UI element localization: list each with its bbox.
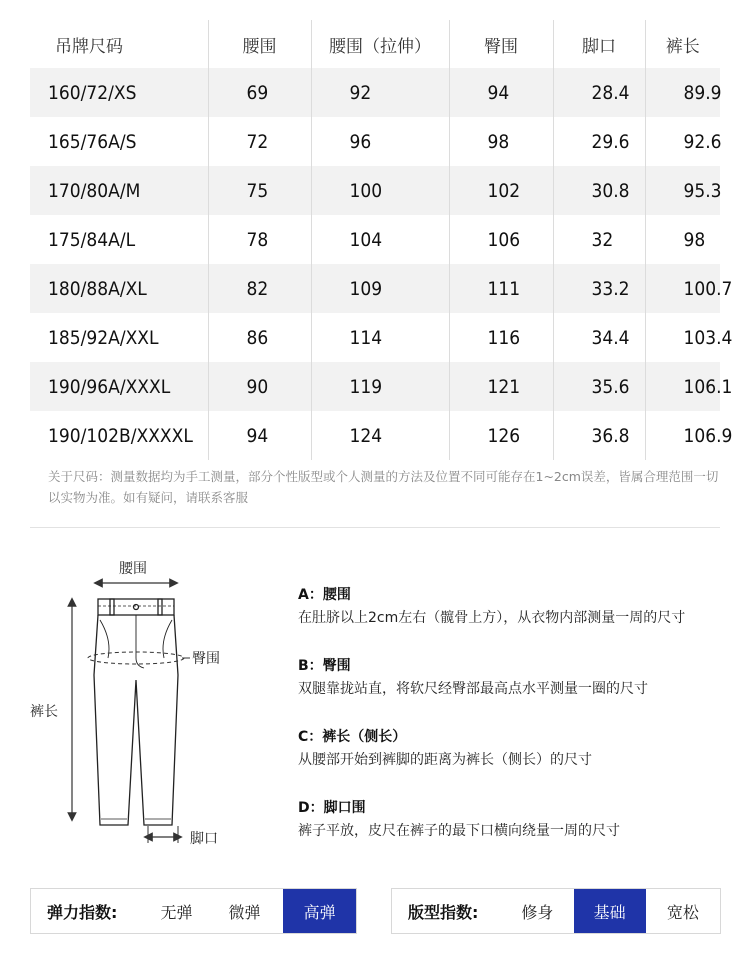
elasticity-index [30, 888, 357, 934]
measure-item-waist [298, 585, 738, 631]
size-table-body [30, 68, 733, 460]
cell-size: 160/72/XS [30, 68, 208, 117]
cell-waist: 86 [208, 313, 311, 362]
cell-hem: 30.8 [553, 166, 645, 215]
table-row [30, 264, 720, 313]
cell-hip: 94 [449, 68, 553, 117]
cell-waist-stretched: 119 [311, 362, 449, 411]
table-row [30, 313, 720, 362]
measure-text: 双腿靠拢站直，将软尺经臀部最高点水平测量一圈的尺寸 [298, 681, 648, 697]
cell-size: 185/92A/XXL [30, 313, 208, 362]
measure-title: D：脚口围 [298, 800, 366, 816]
cell-hem: 28.4 [553, 68, 645, 117]
measure-item-hem [298, 798, 738, 844]
header-hip: 臀围 [449, 20, 553, 68]
cell-waist: 90 [208, 362, 311, 411]
measurement-descriptions [298, 585, 738, 869]
cell-hip: 102 [449, 166, 553, 215]
cell-hip: 116 [449, 313, 553, 362]
diagram-label-waist: 腰围 [119, 561, 147, 577]
size-note: 关于尺码：测量数据均为手工测量，部分个性版型或个人测量的方法及位置不同可能存在1~2cm误差，皆属合理范围一切以实物为准。如有疑问，请联系客服 [48, 469, 719, 505]
cell-waist-stretched: 96 [311, 117, 449, 166]
measure-text: 裤子平放，皮尺在裤子的最下口横向绕量一周的尺寸 [298, 823, 620, 839]
cell-length: 106.9 [645, 411, 720, 460]
cell-waist: 75 [208, 166, 311, 215]
measure-title: C：裤长（侧长） [298, 729, 407, 745]
cell-hem: 33.2 [553, 264, 645, 313]
size-table-header-row [30, 20, 720, 68]
cell-waist-stretched: 109 [311, 264, 449, 313]
cell-size: 180/88A/XL [30, 264, 208, 313]
fit-label: 版型指数: [408, 902, 479, 922]
cell-length: 95.3 [645, 166, 720, 215]
cell-waist-stretched: 124 [311, 411, 449, 460]
cell-hip: 121 [449, 362, 553, 411]
measure-item-hip [298, 656, 738, 702]
cell-waist-stretched: 114 [311, 313, 449, 362]
measure-title: A：腰围 [298, 587, 351, 603]
elasticity-label: 弹力指数: [47, 902, 118, 922]
pants-diagram [0, 540, 260, 864]
cell-hip: 126 [449, 411, 553, 460]
measure-title: B：臀围 [298, 658, 351, 674]
table-row [30, 215, 720, 264]
cell-length: 106.1 [645, 362, 720, 411]
cell-size: 170/80A/M [30, 166, 208, 215]
cell-size: 175/84A/L [30, 215, 208, 264]
diagram-label-hem: 脚口 [190, 831, 218, 847]
table-row [30, 117, 720, 166]
cell-hip: 98 [449, 117, 553, 166]
measure-text: 在肚脐以上2cm左右（髋骨上方），从衣物内部测量一周的尺寸 [298, 610, 686, 626]
diagram-label-hip: 臀围 [192, 651, 220, 667]
cell-waist: 72 [208, 117, 311, 166]
table-row [30, 166, 720, 215]
size-table [30, 20, 733, 460]
header-hem: 脚口 [553, 20, 645, 68]
pants-outline [94, 599, 178, 825]
elasticity-option-none[interactable]: 无弹 [160, 902, 193, 922]
cell-waist: 69 [208, 68, 311, 117]
table-row [30, 411, 720, 460]
cell-hip: 106 [449, 215, 553, 264]
cell-waist: 82 [208, 264, 311, 313]
pants-illustration [0, 540, 260, 860]
header-tag-size: 吊牌尺码 [30, 20, 208, 68]
cell-waist-stretched: 92 [311, 68, 449, 117]
cell-length: 92.6 [645, 117, 720, 166]
cell-length: 98 [645, 215, 720, 264]
header-waist-stretched: 腰围（拉伸） [311, 20, 449, 68]
header-waist: 腰围 [208, 20, 311, 68]
cell-waist: 94 [208, 411, 311, 460]
cell-hem: 36.8 [553, 411, 645, 460]
section-divider [30, 527, 720, 528]
table-row [30, 68, 720, 117]
elasticity-option-slight[interactable]: 微弹 [228, 902, 261, 922]
table-row [30, 362, 720, 411]
cell-waist-stretched: 100 [311, 166, 449, 215]
elasticity-option-high[interactable]: 高弹 [283, 889, 356, 933]
cell-length: 103.4 [645, 313, 720, 362]
measure-text: 从腰部开始到裤脚的距离为裤长（侧长）的尺寸 [298, 752, 592, 768]
cell-hip: 111 [449, 264, 553, 313]
measure-item-length [298, 727, 738, 773]
cell-size: 165/76A/S [30, 117, 208, 166]
cell-hem: 35.6 [553, 362, 645, 411]
cell-size: 190/96A/XXXL [30, 362, 208, 411]
cell-size: 190/102B/XXXXL [30, 411, 208, 460]
fit-index [391, 888, 721, 934]
cell-hem: 29.6 [553, 117, 645, 166]
fit-option-slim[interactable]: 修身 [521, 902, 554, 922]
cell-hem: 32 [553, 215, 645, 264]
fit-option-loose[interactable]: 宽松 [666, 902, 699, 922]
cell-hem: 34.4 [553, 313, 645, 362]
header-length: 裤长 [645, 20, 720, 68]
cell-length: 89.9 [645, 68, 720, 117]
fit-option-regular[interactable]: 基础 [574, 889, 646, 933]
diagram-label-length: 裤长 [30, 704, 58, 720]
cell-waist: 78 [208, 215, 311, 264]
cell-waist-stretched: 104 [311, 215, 449, 264]
cell-length: 100.7 [645, 264, 720, 313]
